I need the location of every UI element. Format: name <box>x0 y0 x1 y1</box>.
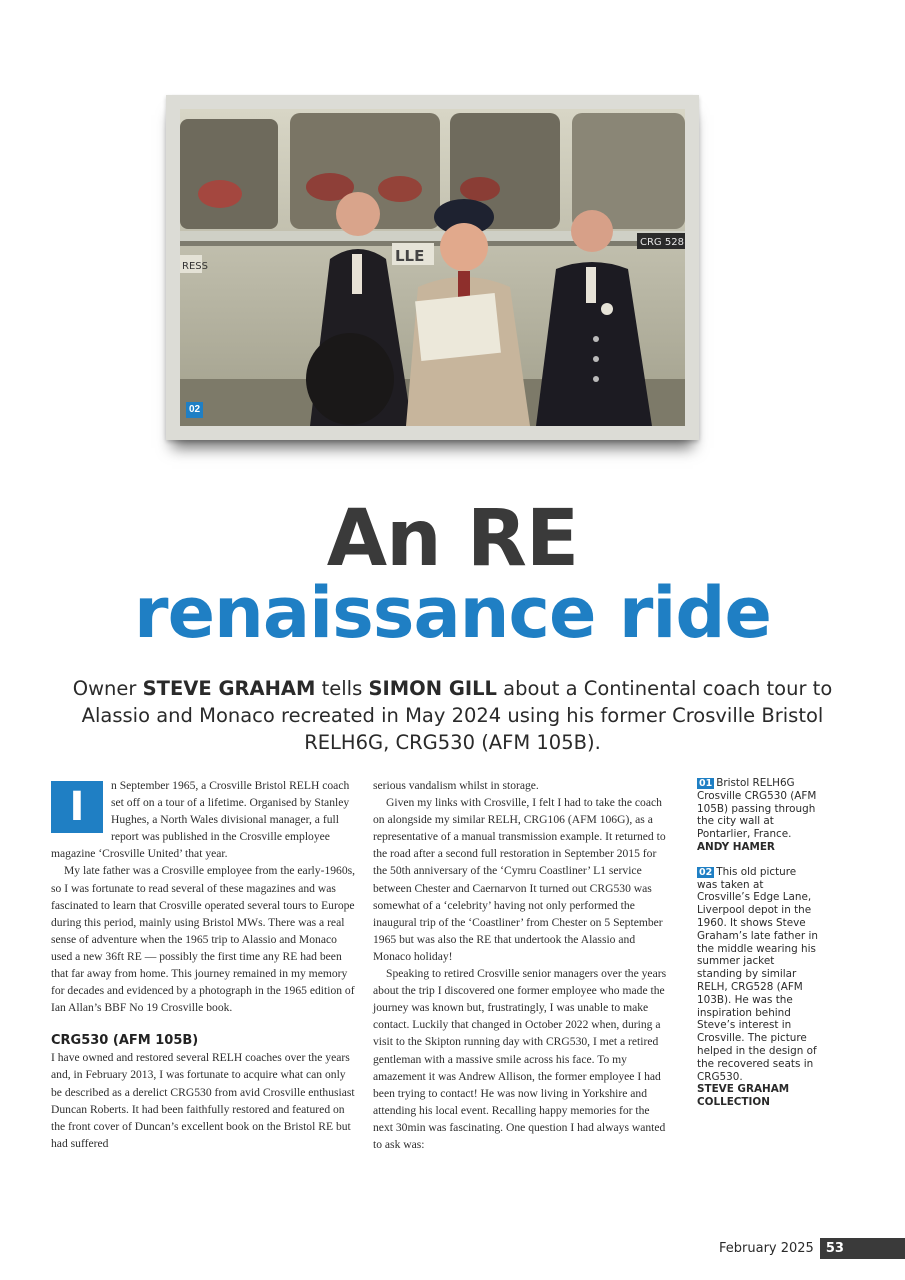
page-number: 53 <box>820 1238 905 1259</box>
page-folio <box>719 1238 905 1259</box>
bus-sign-left: RESS <box>182 261 208 272</box>
standfirst-mid: tells <box>315 677 369 700</box>
bus-plate: CRG 528 <box>640 237 684 248</box>
caption-02 <box>697 866 819 1109</box>
paragraph-text: n September 1965, a Crosville Bristol RELH coach set off on a tour of a lifetime. Organised by Stanley Hughes, a North Wales divisional manager, a full report was published in the Crosville employee magazine ‘Crosville United’ that year. <box>51 779 350 861</box>
headline-line-2: renaissance ride <box>134 572 771 654</box>
subheading: CRG530 (AFM 105B) <box>51 1033 199 1049</box>
paragraph: serious vandalism whilst in storage. <box>373 779 539 792</box>
caption-text: This old picture was taken at Crosville’s Edge Lane, Liverpool depot in the 1960. It shows Steve Graham’s late father in the middle wearing his summer jacket standing by similar RELH, CRG528 (AFM 103B). He was the inspiration behind Steve’s interest in Crosville. The picture helped in the design of the recovered seats in CRG530. <box>697 865 818 1083</box>
photo-number-badge: 02 <box>186 402 203 418</box>
photo-frame <box>166 95 699 440</box>
issue-date: February 2025 <box>719 1241 814 1256</box>
headline-line-1: An RE <box>326 494 579 584</box>
article-column-1 <box>51 777 359 1152</box>
article-column-2 <box>373 777 671 1153</box>
caption-text: Bristol RELH6G Crosville CRG530 (AFM 105B) passing through the city wall at Pontarlier, France. <box>697 777 817 841</box>
standfirst-post: about a Continental coach tour to Alassio and Monaco recreated in May 2024 using his former Crosville Bristol RELH6G, CRG530 (AFM 105B). <box>81 677 833 754</box>
paragraph: Speaking to retired Crosville senior managers over the years about the trip I discovered one former employee who made the journey was known but, frustratingly, I was unable to make contact. Luckily that changed in October 2022 when, during a visit to the Skipton running day with CRG530, I met a retired gentleman with a massive smile across his face. To my amazement it was Andrew Allison, the former employee I had been trying to contact! He was now living in Yorkshire and attending his local event. Recalling happy memories for the next 30min was fascinating. One question I had always wanted to ask was: <box>373 967 667 1151</box>
caption-credit: ANDY HAMER <box>697 840 775 853</box>
standfirst-author: STEVE GRAHAM <box>142 677 316 700</box>
drop-cap: I <box>51 781 103 833</box>
photo-illustration <box>180 109 685 426</box>
standfirst <box>70 675 835 756</box>
caption-01 <box>697 777 819 854</box>
standfirst-writer: SIMON GILL <box>368 677 497 700</box>
paragraph: I have owned and restored several RELH coaches over the years and, in February 2013, I was fortunate to acquire what can only be described as a derelict CRG530 from avid Crosville enthusiast Duncan Roberts. It had been faithfully restored and featured on the front cover of Duncan’s excellent book on the Bristol RE but had suffered <box>51 1051 355 1150</box>
photo-02 <box>180 109 685 426</box>
paragraph: My late father was a Crosville employee from the early-1960s, so I was fortunate to read several of these magazines and was fascinated to learn that Crosville operated several tours to Europe during this period, mainly using Bristol MWs. There was a real sense of adventure when the 1965 trip to Alassio and Monaco used a new 36ft RE — possibly the first time any RE had been that far away from home. This journey remained in my memory for decades and evidenced by a photograph in the 1965 edition of Ian Allan’s BBF No 19 Crosville book. <box>51 864 356 1015</box>
bus-sign-mid: LLE <box>395 247 425 265</box>
caption-badge: 01 <box>699 778 713 789</box>
captions-column <box>697 777 819 1121</box>
caption-credit: STEVE GRAHAM COLLECTION <box>697 1083 790 1109</box>
paragraph <box>51 777 359 862</box>
standfirst-pre: Owner <box>72 677 143 700</box>
paragraph: Given my links with Crosville, I felt I had to take the coach on alongside my similar RELH, CRG106 (AFM 106G), as a representative of a manual transmission example. It returned to the road after a second full restoration in September 2015 for the 50th anniversary of the ‘Cymru Coastliner’ L1 service between Chester and Caernarvon It turned out CRG530 was somewhat of a ‘celebrity’ having not only performed the inaugural trip of the ‘Coastliner’ from Chester on 5 September 1965 but was also the RE that undertook the Alassio and Monaco holiday! <box>373 796 666 963</box>
caption-badge: 02 <box>699 866 713 878</box>
